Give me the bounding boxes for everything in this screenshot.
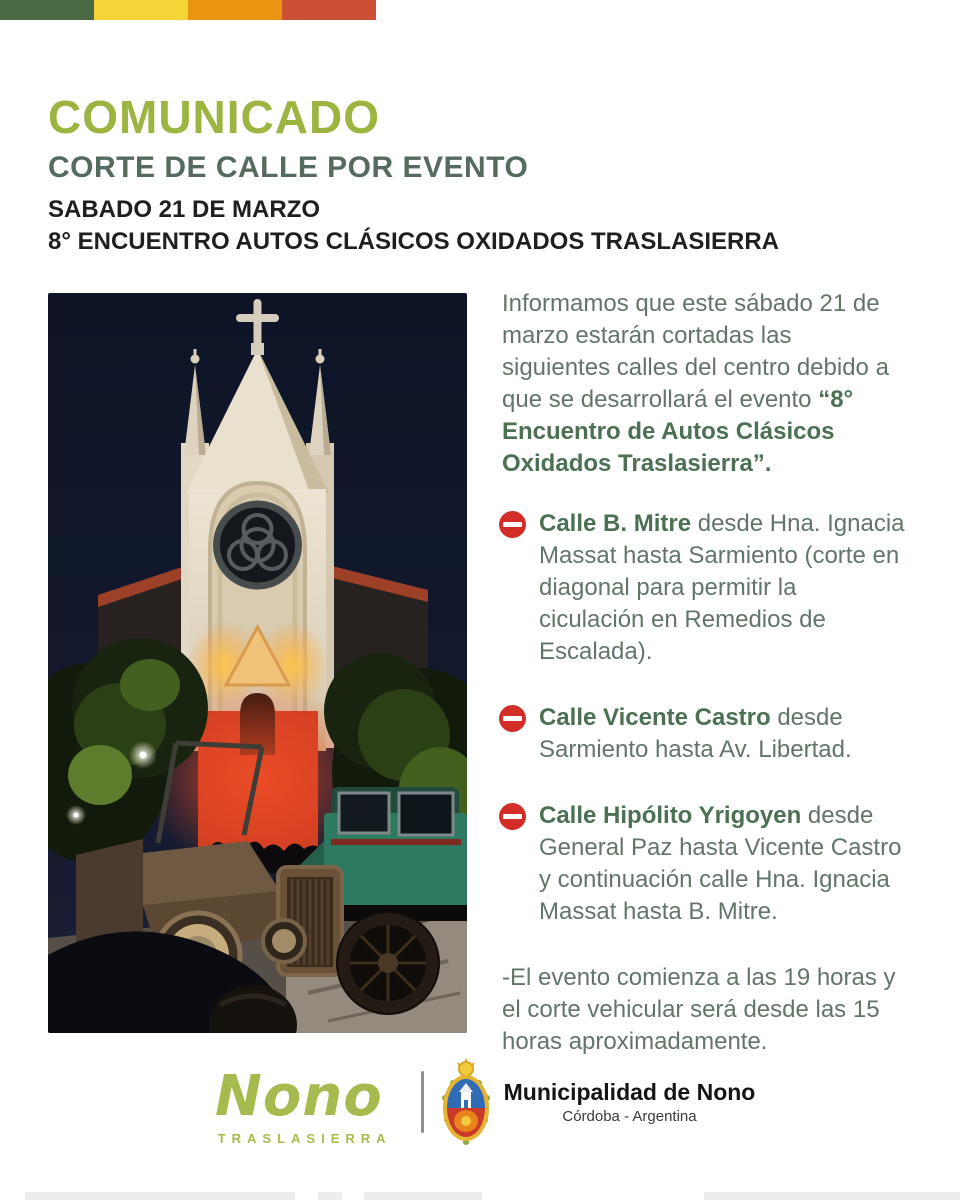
closure-item-mitre <box>502 508 906 668</box>
brand-stripe-orange <box>188 0 282 20</box>
street-name: Calle Hipólito Yrigoyen <box>539 802 802 829</box>
brand-stripe-green <box>0 0 94 20</box>
closure-detail: desde Sarmiento hasta Av. Libertad. <box>539 704 852 763</box>
schedule-note: -El evento comienza a las 19 horas y el corte vehicular será desde las 15 horas aproximadamente. <box>502 964 896 1055</box>
footer <box>0 1058 960 1146</box>
municipality-location: Córdoba - Argentina <box>562 1107 697 1125</box>
event-name-heading: 8° ENCUENTRO AUTOS CLÁSICOS OXIDADOS TRASLASIERRA <box>48 227 779 255</box>
bottom-bar-fragment <box>364 1192 482 1200</box>
church-night-illustration <box>48 293 467 1033</box>
announcement-body <box>502 288 906 1058</box>
page-subtitle: CORTE DE CALLE POR EVENTO <box>48 150 529 184</box>
municipality-block <box>440 1058 756 1146</box>
event-photo <box>48 293 467 1033</box>
intro-text: Informamos que este sábado 21 de marzo estarán cortadas las siguientes calles del centro debido a que se desarrollará el evento <box>502 290 889 413</box>
municipality-crest-icon <box>440 1058 492 1146</box>
nono-logo-subtext: TRASLASIERRA <box>217 1130 392 1146</box>
street-name: Calle B. Mitre <box>539 510 692 537</box>
street-name: Calle Vicente Castro <box>539 704 771 731</box>
no-entry-icon <box>499 803 526 830</box>
footer-divider <box>421 1071 424 1133</box>
bottom-bar-fragment <box>704 1192 960 1200</box>
no-entry-icon <box>499 705 526 732</box>
closure-detail: desde Hna. Ignacia Massat hasta Sarmiento (corte en diagonal para permitir la ciculación en Remedios de Escalada). <box>539 510 905 665</box>
event-date: SABADO 21 DE MARZO <box>48 196 321 224</box>
brand-stripe-yellow <box>94 0 188 20</box>
nono-logo-script <box>205 1059 405 1131</box>
event-name-bold: “8° Encuentro de Autos Clásicos Oxidados Traslasierra”. <box>502 386 854 477</box>
municipality-name: Municipalidad de Nono <box>503 1079 756 1106</box>
nono-logo-text: Nono <box>214 1063 383 1129</box>
municipality-text <box>504 1079 756 1124</box>
closure-detail: desde General Paz hasta Vicente Castro y continuación calle Hna. Ignacia Massat hasta B. Mitre. <box>539 802 902 925</box>
closure-item-vicente-castro <box>502 702 906 766</box>
no-entry-icon <box>499 511 526 538</box>
bottom-bar-fragment <box>25 1192 295 1200</box>
intro-paragraph <box>502 288 906 480</box>
announcement-header <box>48 91 918 255</box>
closure-item-yrigoyen <box>502 800 906 928</box>
bottom-bar-fragment <box>318 1192 342 1200</box>
nono-logo <box>205 1059 405 1146</box>
brand-color-bar <box>0 0 376 20</box>
brand-stripe-red <box>282 0 376 20</box>
page-title: COMUNICADO <box>48 91 380 143</box>
